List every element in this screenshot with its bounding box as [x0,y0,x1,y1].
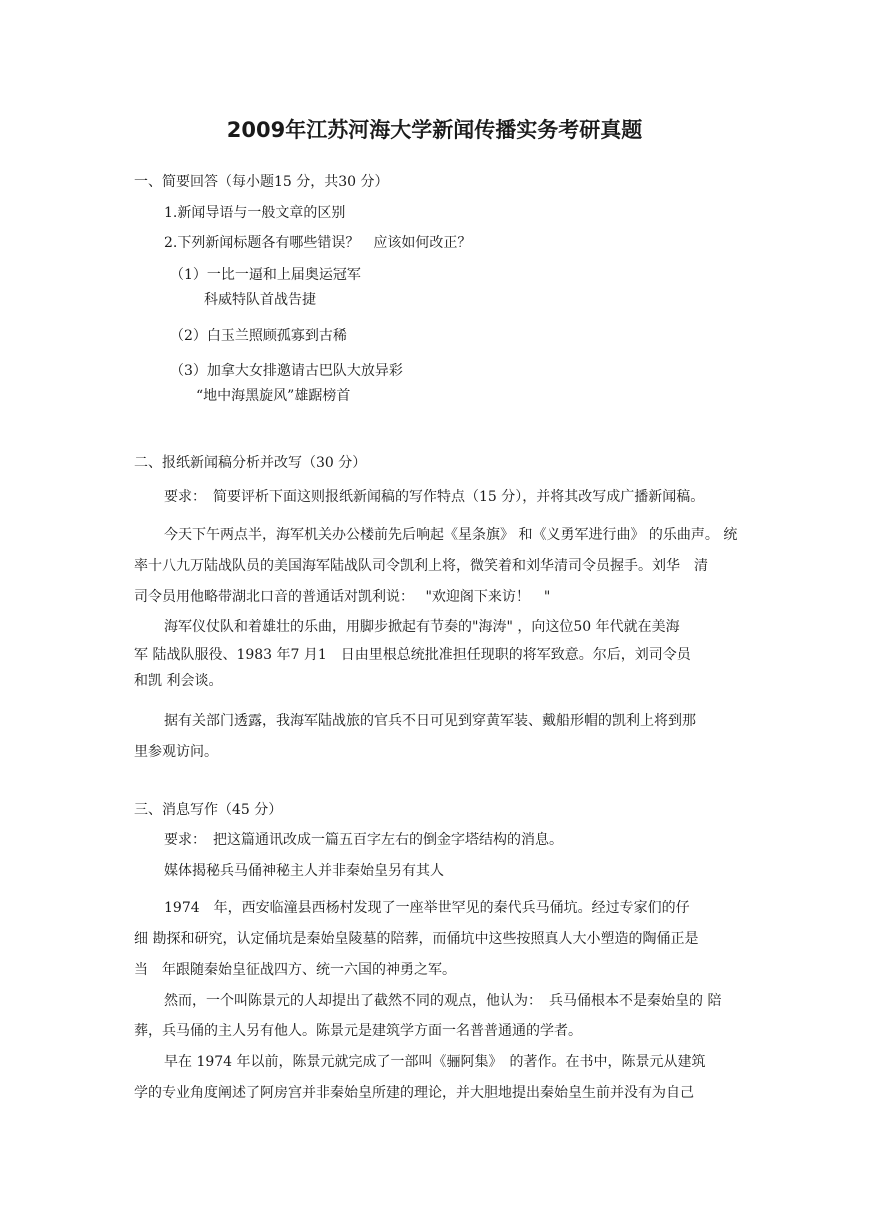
question-2: 2.下列新闻标题各有哪些错误？ 应该如何改正？ [164,235,472,251]
section2-paragraph3-line1: 据有关部门透露，我海军陆战旅的官兵不日可见到穿黄军装、戴船形帽的凯利上将到那 [164,713,696,729]
section2-heading: 二、报纸新闻稿分析并改写（30 分） [134,455,367,471]
headline-3-line1: （3）加拿大女排邀请古巴队大放异彩 [170,363,403,379]
section3-paragraph1-line1: 1974 年，西安临潼县西杨村发现了一座举世罕见的秦代兵马俑坑。经过专家们的仔 [164,900,690,916]
section3-article-title: 媒体揭秘兵马俑神秘主人并非秦始皇另有其人 [164,863,444,879]
section3-paragraph3-line1: 早在 1974 年以前，陈景元就完成了一部叫《骊阿集》 的著作。在书中，陈景元从建筑 [164,1054,706,1070]
section3-paragraph1-line2: 细 勘探和研究，认定俑坑是秦始皇陵墓的陪葬，而俑坑中这些按照真人大小塑造的陶俑正是 [134,931,699,947]
section3-paragraph2-line1: 然而，一个叫陈景元的人却提出了截然不同的观点，他认为： 兵马俑根本不是秦始皇的 陪 [164,993,722,1009]
headline-3-line2: “地中海黑旋风”雄踞榜首 [196,388,351,404]
section2-paragraph1-line1: 今天下午两点半，海军机关办公楼前先后响起《星条旗》 和《义勇军进行曲》 的乐曲声。 统 [164,527,738,543]
section2-requirement: 要求： 简要评析下面这则报纸新闻稿的写作特点（15 分），并将其改写成广播新闻稿。 [164,489,705,505]
section1-heading: 一、简要回答（每小题15 分，共30 分） [134,174,389,190]
section3-paragraph2-line2: 葬，兵马俑的主人另有他人。陈景元是建筑学方面一名普普通通的学者。 [134,1023,582,1039]
question-1: 1.新闻导语与一般文章的区别 [164,205,346,221]
section2-paragraph2-line3: 和凯 利会谈。 [134,673,223,689]
headline-2: （2）白玉兰照顾孤寡到古稀 [170,328,347,344]
section2-paragraph1-line2: 率十八九万陆战队员的美国海军陆战队司令凯利上将，微笑着和刘华清司令员握手。刘华 清 [134,558,708,574]
section2-paragraph2-line1: 海军仪仗队和着雄壮的乐曲，用脚步掀起有节奏的"海涛" ，向这位50 年代就在美海 [164,619,680,635]
headline-1-line2: 科威特队首战告捷 [204,292,316,308]
section3-paragraph1-line3: 当 年跟随秦始皇征战四方、统一六国的神勇之军。 [134,962,456,978]
section2-paragraph3-line2: 里参观访问。 [134,744,218,760]
section2-paragraph2-line2: 军 陆战队服役、1983 年7 月1 日由里根总统批准担任现职的将军致意。尔后，刘司令员 [134,647,691,663]
section3-paragraph3-line2: 学的专业角度阐述了阿房宫并非秦始皇所建的理论，并大胆地提出秦始皇生前并没有为自己 [134,1085,694,1101]
headline-1-line1: （1）一比一逼和上届奥运冠军 [170,267,361,283]
section3-heading: 三、消息写作（45 分） [134,802,283,818]
document-title: 2009年江苏河海大学新闻传播实务考研真题 [226,118,643,142]
section2-paragraph1-line3: 司令员用他略带湖北口音的普通话对凯利说： "欢迎阁下来访！ " [134,589,551,605]
section3-requirement: 要求： 把这篇通讯改成一篇五百字左右的倒金字塔结构的消息。 [164,832,563,848]
